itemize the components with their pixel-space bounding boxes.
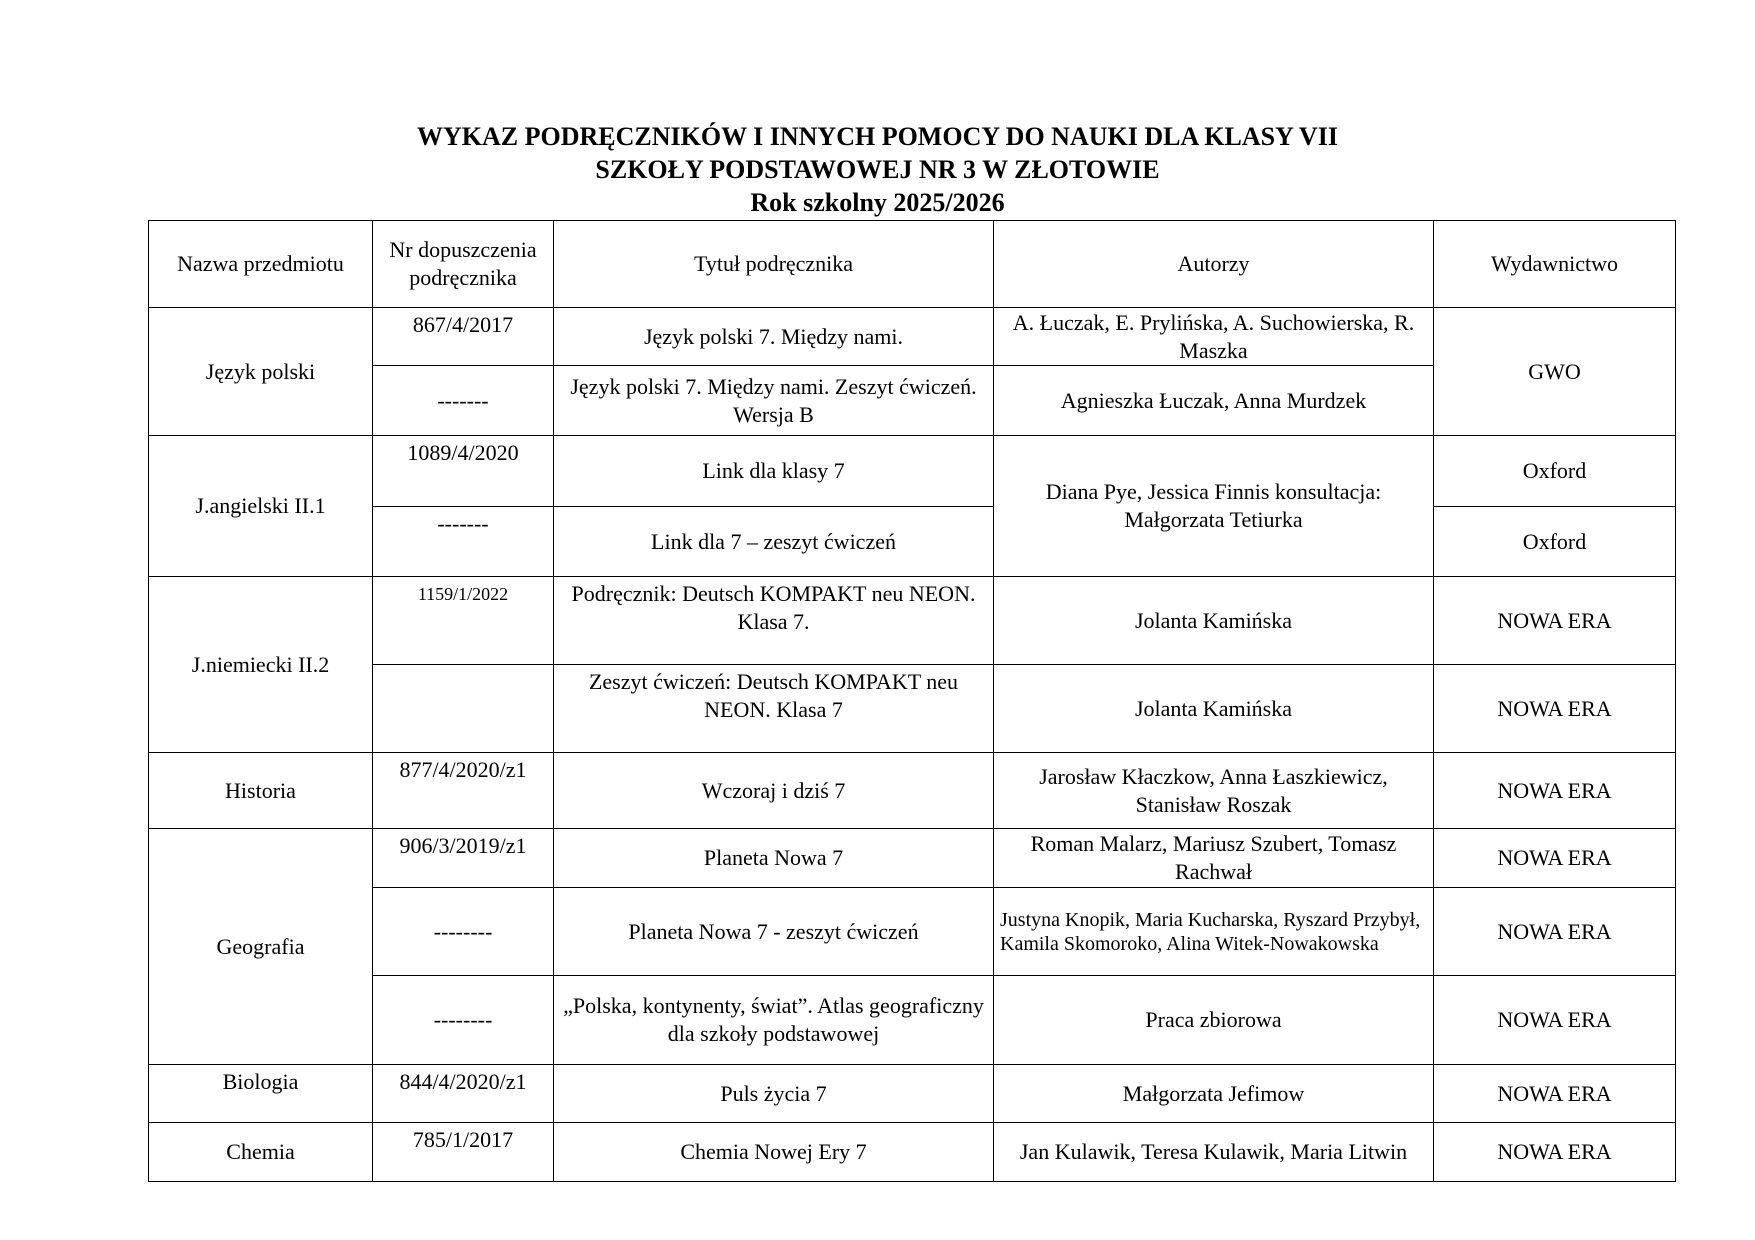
subject-cell: J.angielski II.1: [149, 436, 373, 577]
authors-cell: Małgorzata Jefimow: [994, 1065, 1434, 1123]
publisher-cell: NOWA ERA: [1434, 888, 1676, 976]
number-cell: 877/4/2020/z1: [373, 753, 554, 829]
table-row: [149, 753, 1676, 829]
number-cell: -------: [373, 507, 554, 577]
title-cell: Planeta Nowa 7 - zeszyt ćwiczeń: [554, 888, 994, 976]
table-row: [149, 1065, 1676, 1123]
subject-cell: Chemia: [149, 1123, 373, 1182]
col-header-publisher: Wydawnictwo: [1434, 221, 1676, 308]
number-cell: 906/3/2019/z1: [373, 829, 554, 888]
authors-cell: Praca zbiorowa: [994, 976, 1434, 1065]
authors-cell: A. Łuczak, E. Prylińska, A. Suchowierska, R. Maszka: [994, 308, 1434, 366]
school-year: Rok szkolny 2025/2026: [750, 188, 1005, 217]
table-row: [149, 507, 1676, 577]
authors-cell: Diana Pye, Jessica Finnis konsultacja: Małgorzata Tetiurka: [994, 436, 1434, 577]
title-cell: Wczoraj i dziś 7: [554, 753, 994, 829]
col-header-subject: Nazwa przedmiotu: [149, 221, 373, 308]
publisher-cell: NOWA ERA: [1434, 1065, 1676, 1123]
number-cell: 1089/4/2020: [373, 436, 554, 507]
title-cell: Puls życia 7: [554, 1065, 994, 1123]
authors-cell: Jolanta Kamińska: [994, 577, 1434, 665]
title-cell: Link dla klasy 7: [554, 436, 994, 507]
number-cell: --------: [373, 976, 554, 1065]
table-row: [149, 829, 1676, 888]
subject-cell: Biologia: [149, 1065, 373, 1123]
publisher-cell: GWO: [1434, 308, 1676, 436]
authors-cell: Agnieszka Łuczak, Anna Murdzek: [994, 366, 1434, 436]
publisher-cell: Oxford: [1434, 436, 1676, 507]
document-header: [0, 120, 1755, 219]
table-row: [149, 436, 1676, 507]
title-cell: Podręcznik: Deutsch KOMPAKT neu NEON. Klasa 7.: [554, 577, 994, 665]
document-title-line-1: WYKAZ PODRĘCZNIKÓW I INNYCH POMOCY DO NAUKI DLA KLASY VII: [417, 122, 1338, 151]
number-cell: --------: [373, 888, 554, 976]
title-cell: Język polski 7. Między nami.: [554, 308, 994, 366]
table-header-row: [149, 221, 1676, 308]
publisher-cell: NOWA ERA: [1434, 753, 1676, 829]
publisher-cell: Oxford: [1434, 507, 1676, 577]
number-cell: 785/1/2017: [373, 1123, 554, 1182]
table-row: [149, 665, 1676, 753]
title-cell: Planeta Nowa 7: [554, 829, 994, 888]
table-row: [149, 976, 1676, 1065]
title-cell: Chemia Nowej Ery 7: [554, 1123, 994, 1182]
authors-cell: Jarosław Kłaczkow, Anna Łaszkiewicz, Stanisław Roszak: [994, 753, 1434, 829]
authors-cell: Roman Malarz, Mariusz Szubert, Tomasz Rachwał: [994, 829, 1434, 888]
table-row: [149, 308, 1676, 366]
authors-cell: Jan Kulawik, Teresa Kulawik, Maria Litwin: [994, 1123, 1434, 1182]
title-cell: „Polska, kontynenty, świat”. Atlas geograficzny dla szkoły podstawowej: [554, 976, 994, 1065]
col-header-number: Nr dopuszczenia podręcznika: [373, 221, 554, 308]
number-cell: -------: [373, 366, 554, 436]
subject-cell: Język polski: [149, 308, 373, 436]
title-cell: Zeszyt ćwiczeń: Deutsch KOMPAKT neu NEON. Klasa 7: [554, 665, 994, 753]
publisher-cell: NOWA ERA: [1434, 829, 1676, 888]
authors-cell: Jolanta Kamińska: [994, 665, 1434, 753]
subject-cell: Historia: [149, 753, 373, 829]
title-cell: Język polski 7. Między nami. Zeszyt ćwiczeń. Wersja B: [554, 366, 994, 436]
table-row: [149, 1123, 1676, 1182]
publisher-cell: NOWA ERA: [1434, 1123, 1676, 1182]
number-cell: 867/4/2017: [373, 308, 554, 366]
publisher-cell: NOWA ERA: [1434, 665, 1676, 753]
col-header-title: Tytuł podręcznika: [554, 221, 994, 308]
number-cell: 1159/1/2022: [373, 577, 554, 665]
table-row: [149, 888, 1676, 976]
document-title-line-2: SZKOŁY PODSTAWOWEJ NR 3 W ZŁOTOWIE: [595, 155, 1160, 184]
table-row: [149, 577, 1676, 665]
subject-cell: J.niemiecki II.2: [149, 577, 373, 753]
publisher-cell: NOWA ERA: [1434, 976, 1676, 1065]
authors-cell: Justyna Knopik, Maria Kucharska, Ryszard Przybył, Kamila Skomoroko, Alina Witek-Nowakowska: [994, 888, 1434, 976]
textbook-table: [148, 220, 1676, 1182]
subject-cell: Geografia: [149, 829, 373, 1065]
number-cell: 844/4/2020/z1: [373, 1065, 554, 1123]
number-cell: [373, 665, 554, 753]
title-cell: Link dla 7 – zeszyt ćwiczeń: [554, 507, 994, 577]
col-header-authors: Autorzy: [994, 221, 1434, 308]
publisher-cell: NOWA ERA: [1434, 577, 1676, 665]
